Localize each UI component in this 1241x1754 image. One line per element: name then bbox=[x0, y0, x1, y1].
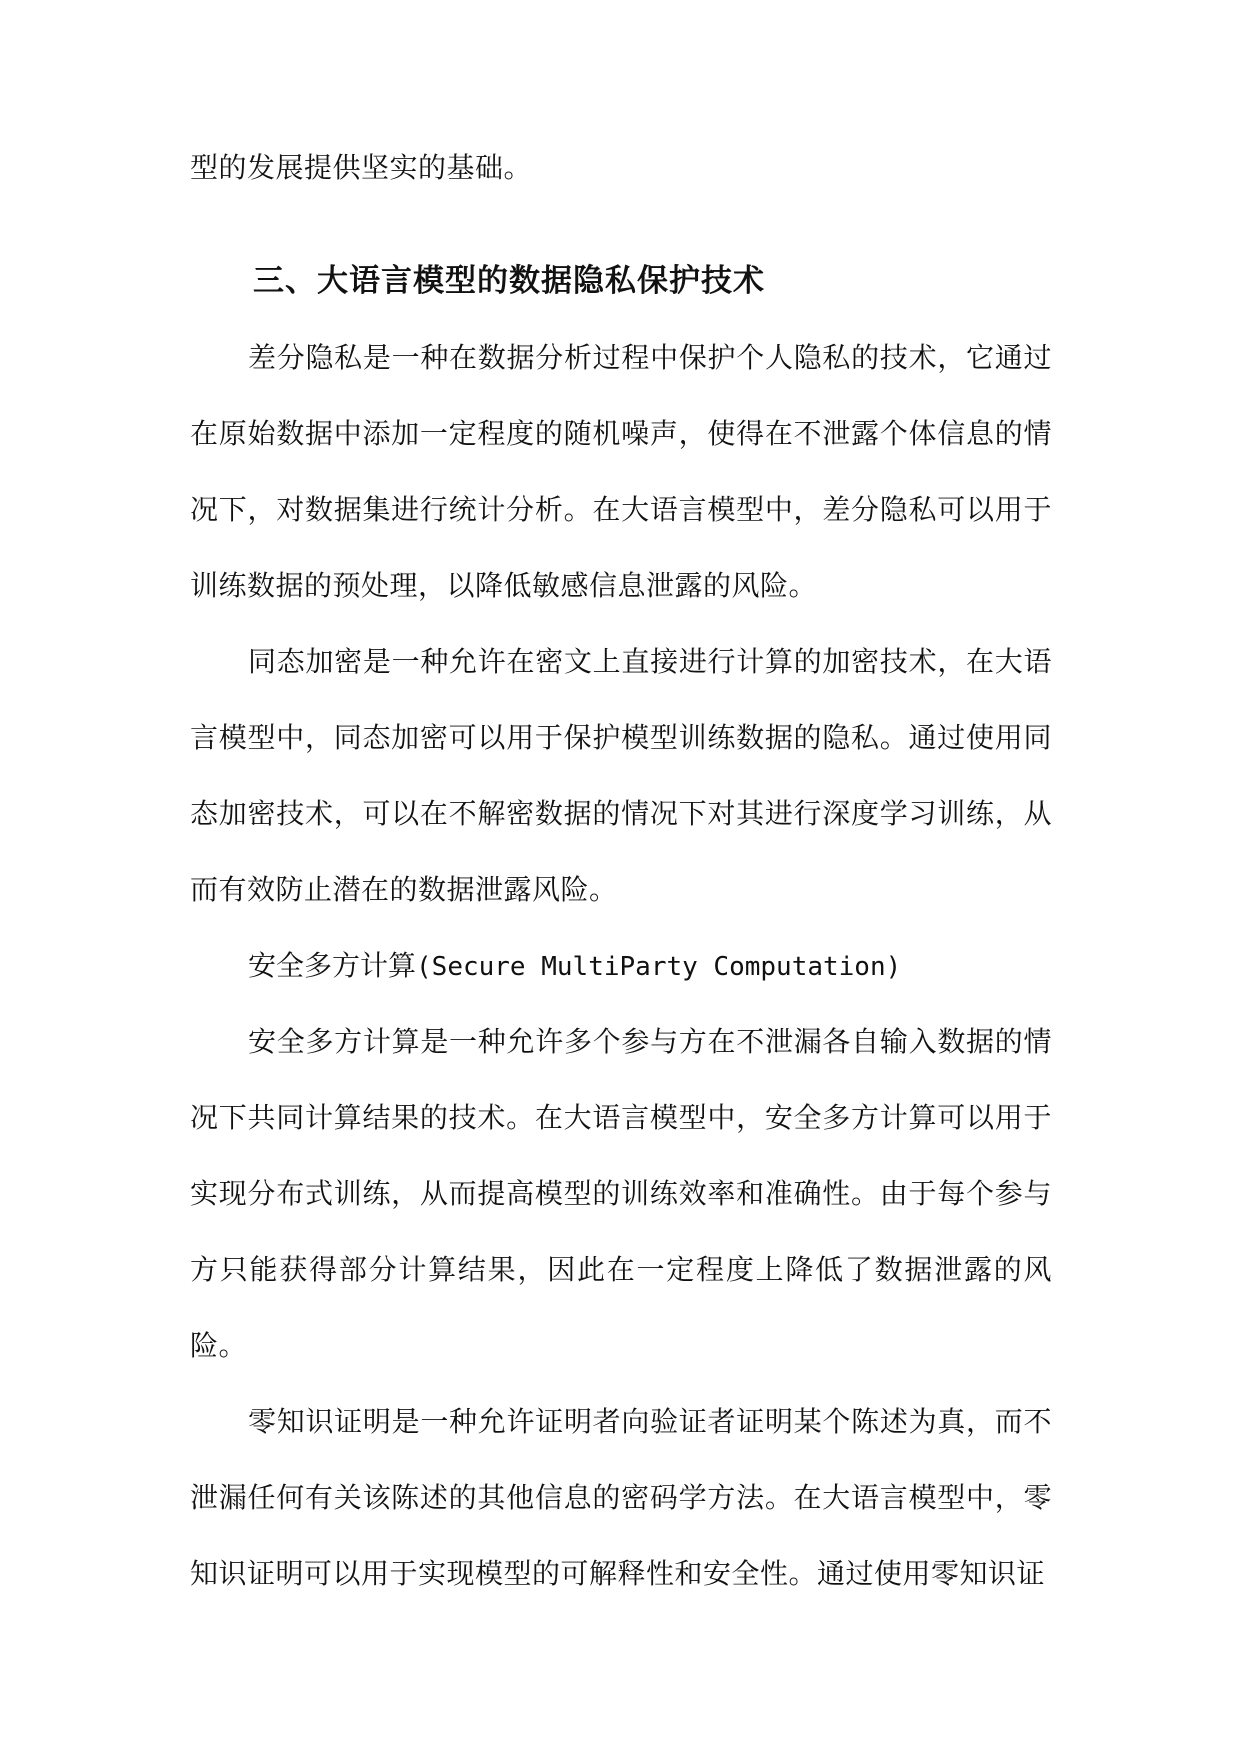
paragraph-secure-mpc: 安全多方计算是一种允许多个参与方在不泄漏各自输入数据的情况下共同计算结果的技术。在大语言模型中，安全多方计算可以用于实现分布式训练，从而提高模型的训练效率和准确性。由于每个参与方只能获得部分计算结果，因此在一定程度上降低了数据泄露的风险。 bbox=[190, 1025, 1052, 1362]
paragraph-homomorphic-encryption: 同态加密是一种允许在密文上直接进行计算的加密技术，在大语言模型中，同态加密可以用于保护模型训练数据的隐私。通过使用同态加密技术，可以在不解密数据的情况下对其进行深度学习训练，从而有效防止潜在的数据泄露风险。 bbox=[190, 645, 1052, 906]
section-heading: 三、大语言模型的数据隐私保护技术 bbox=[253, 263, 765, 299]
subsection-title-cn: 安全多方计算 bbox=[248, 949, 417, 982]
paragraph-differential-privacy: 差分隐私是一种在数据分析过程中保护个人隐私的技术，它通过在原始数据中添加一定程度的随机噪声，使得在不泄露个体信息的情况下，对数据集进行统计分析。在大语言模型中，差分隐私可以用于训练数据的预处理，以降低敏感信息泄露的风险。 bbox=[190, 341, 1052, 602]
subsection-title bbox=[248, 928, 1048, 1005]
paragraph-zero-knowledge: 零知识证明是一种允许证明者向验证者证明某个陈述为真，而不泄漏任何有关该陈述的其他信息的密码学方法。在大语言模型中，零知识证明可以用于实现模型的可解释性和安全性。通过使用零知识证 bbox=[190, 1405, 1052, 1590]
subsection-title-en: (Secure MultiParty Computation) bbox=[416, 952, 902, 982]
continuation-paragraph: 型的发展提供坚实的基础。 bbox=[190, 151, 533, 184]
